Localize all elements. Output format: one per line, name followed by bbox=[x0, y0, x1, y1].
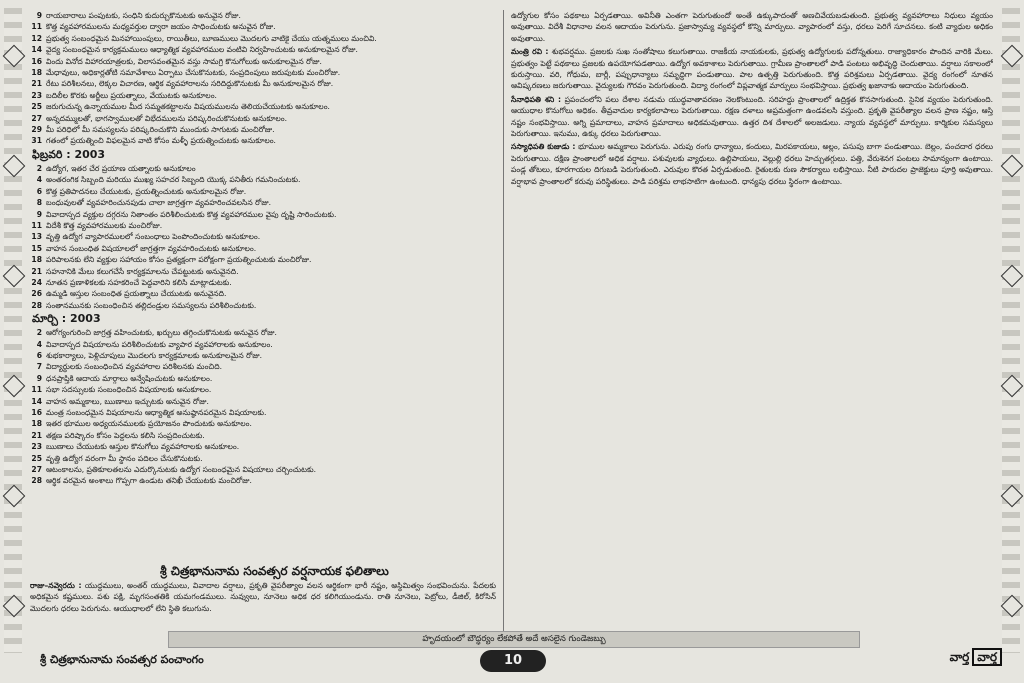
list-item bbox=[28, 407, 496, 418]
item-text: మంత్ర సంబంధమైన విషయాలను ఆధ్యాత్మిక అనుష్ఠానపరమైన విషయాలకు. bbox=[46, 408, 267, 417]
section-title: శ్రీ చిత్రభానునామ సంవత్సర వర్షనాయక ఫలితాలు bbox=[160, 564, 389, 578]
item-date: 9 bbox=[36, 11, 42, 20]
list-item bbox=[28, 209, 496, 220]
list-item bbox=[28, 373, 496, 384]
item-text: ఋణాలు చేయుటకు ఆస్తుల కొనుగోలు వ్యవహారాలకు అనుకూలం. bbox=[46, 442, 240, 452]
item-text: శుభకార్యాలు, పెళ్లిచూపులు మొదలగు కార్యక్రమాలకు అనుకూలమైన రోజు. bbox=[46, 350, 263, 360]
item-text: గతంలో ప్రయత్నించి విఫలమైన వాటి కోసం మళ్ళీ ప్రయత్నించుటకు అనుకూలం. bbox=[46, 136, 276, 146]
item-text: వృత్తి ఉద్యోగ వ్యాపారములలో సంబంధాలు పెంపొందించుటకు అనుకూలం. bbox=[46, 232, 261, 242]
item-date: 18 bbox=[31, 419, 42, 429]
ornament-icon bbox=[3, 45, 26, 68]
item-date: 11 bbox=[31, 220, 42, 230]
item-text: పరిపాలనకు లేని వ్యక్తుల సహాయం కోసం ప్రత్యక్షంగా పరోక్షంగా ప్రయత్నించుటకు మంచిరోజు. bbox=[46, 255, 312, 265]
list-item bbox=[28, 430, 496, 441]
item-date: 4 bbox=[36, 175, 42, 185]
list-item bbox=[28, 101, 496, 112]
item-text: సహనానికి మేలు కలుగచేసే కార్యక్రమాలను చేపట్టుటకు అనువైనది. bbox=[46, 266, 239, 276]
list-item bbox=[28, 441, 496, 452]
item-date: 6 bbox=[36, 186, 42, 196]
item-text: ఉమ్మడి ఆస్తుల సంబంధిత ప్రయత్నాలు చేయుటకు అనువైనది. bbox=[46, 289, 227, 299]
article-paragraph bbox=[511, 94, 993, 140]
item-text: ఉద్యోగ, ఇతర చేర ప్రయాణ యత్నాలకు అనుకూలం bbox=[46, 163, 196, 173]
item-text: ఆరోగ్యంగురించి జాగ్రత్త వహించుటకు, ఖర్చులు తగ్గించుకొనుటకు అనువైన రోజు. bbox=[46, 328, 277, 338]
paragraph-text: ప్రపంచంలోని పలు దేశాల నడుమ యుద్ధవాతావరణం నెలకొంటుంది. సరిహద్దు ప్రాంతాలలో ఉద్రిక్తత కొనసాగుతుంది. సైనిక వ్యయం పెరుగుతుంది. ఆయుధాల కొనుగోలు అధికం. తీవ్రవాదుల కార్యకలాపాలు పెరుగుతాయి. రక్షణ దళాలు అప్రమత్తంగా ఉండవలసి వస్తుంది. ప్రకృతి వైపరీత్యాల వలన ప్రాణ నష్టం, ఆస్తి నష్టం సంభవిస్తాయి. అగ్ని ప్రమాదాలు, వాహన ప్రమాదాలు అధికమవుతాయి. ఉత్తర దిశ దేశాలలో అలజడులు. న్యాయ వ్యవస్థలో మార్పులు. కార్మికుల సమస్యలు పెరుగుతాయి. ఇనుము, ఉక్కు ధరలు పెరుగుతాయి. bbox=[511, 94, 993, 139]
list-item bbox=[28, 197, 496, 208]
brand-logo bbox=[950, 650, 1002, 667]
item-text: కొత్త వ్యవహారములను మధ్యవర్తుల ద్వారా జయం సాధించుటకు అనువైన రోజు. bbox=[46, 22, 276, 32]
item-date: 25 bbox=[31, 102, 42, 112]
ornament-icon bbox=[1001, 595, 1024, 618]
item-text: విదేశీ కొత్త వ్యవహారములకు మంచిరోజు. bbox=[46, 220, 163, 230]
list-item bbox=[28, 475, 496, 486]
item-date: 23 bbox=[31, 442, 42, 452]
list-item bbox=[28, 135, 496, 146]
paragraph-text: ఉద్యోగుల కోసం పథకాలు ఏర్పడతాయి. అవినీతి ఎంతగా పెరుగుతుందో అంతే ఉక్కుపాదంతో అణచివేయబడుతుంది. ప్రభుత్వ వ్యవహారాలు నిధులు వ్యయం అవుతాయి. విదేశీ విధానాల వలన ఆదాయం పెరుగును. ప్రజాస్వామ్య వ్యవస్థలో కొన్ని మార్పులు. వ్యాపారంలో వస్తు, ధరలు పెరిగే సూచనలు. కంటి వ్యాధుల అధికం అవుతాయి. bbox=[511, 11, 993, 43]
right-decorative-border bbox=[1002, 8, 1020, 653]
item-date: 21 bbox=[31, 79, 42, 89]
item-date: 15 bbox=[31, 243, 42, 253]
item-text: విద్యార్థులకు సంబంధించిన వ్యవహారాల పరిశీలనకు మంచిది. bbox=[46, 362, 223, 372]
item-text: ఆర్థిక వరమైన అంశాలు గొప్పగా ఉండుట తనిఖీ చేయుటకు మంచిరోజు. bbox=[46, 476, 252, 486]
item-text: బంధువులతో వ్యవహరించునపుడు చాలా జాగ్రత్తగా వ్యవహరించవలసిన రోజు. bbox=[46, 198, 271, 208]
item-date: 27 bbox=[31, 465, 42, 475]
ornament-icon bbox=[1001, 485, 1024, 508]
item-date: 11 bbox=[31, 385, 42, 395]
right-column bbox=[511, 10, 993, 632]
item-date: 21 bbox=[31, 266, 42, 276]
item-date: 2 bbox=[36, 328, 42, 338]
list-item bbox=[28, 174, 496, 185]
item-date: 18 bbox=[31, 255, 42, 265]
list-item bbox=[28, 78, 496, 89]
list-item bbox=[28, 300, 496, 311]
item-date: 16 bbox=[31, 56, 42, 66]
item-text: మీ పరిధిలో మీ సమస్యలను పరిష్కరించుకొని ముందుకు సాగుటకు మంచిరోజు. bbox=[46, 125, 275, 135]
list-item bbox=[28, 350, 496, 361]
list-item bbox=[28, 288, 496, 299]
february-list bbox=[28, 163, 496, 311]
list-item bbox=[28, 384, 496, 395]
list-item bbox=[28, 186, 496, 197]
list-item bbox=[28, 277, 496, 288]
list-item bbox=[28, 231, 496, 242]
item-date: 2 bbox=[36, 163, 42, 173]
paragraph-label: మంత్రి రవి : bbox=[511, 47, 549, 57]
list-item bbox=[28, 67, 496, 78]
item-text: విందు వినోద విహారయాత్రలకు, విలాసవంతమైన వస్తు సామగ్రి కొనుగోలుకు అనుకూలమైన రోజు. bbox=[46, 56, 322, 66]
item-text: ఆటంకాలను, ప్రతికూలతలను ఎదుర్కొనుటకు ఉద్యోగ సంబంధమైన విషయాలు చర్చించుటకు. bbox=[46, 465, 317, 475]
ornament-icon bbox=[1001, 45, 1024, 68]
item-date: 16 bbox=[31, 408, 42, 417]
item-date: 12 bbox=[31, 33, 42, 43]
list-item bbox=[28, 243, 496, 254]
list-item bbox=[28, 361, 496, 372]
list-item bbox=[28, 220, 496, 231]
item-date: 14 bbox=[31, 45, 42, 55]
item-date: 9 bbox=[36, 209, 42, 219]
list-item bbox=[28, 21, 496, 32]
paragraph-text: శుభవర్షము. ప్రజలకు సుఖ సంతోషాలు కలుగుతాయి. రాజకీయ నాయకులకు, ప్రభుత్వ ఉద్యోగులకు పదోన్నతులు. రాజ్యాధికారం పొందిన వారికి మేలు. ప్రభుత్వం పెట్టే పథకాలు ప్రజలకు ఉపయోగపడతాయి. ఉద్యోగ అవకాశాలు పెరుగుతాయి. గ్రామీణ ప్రాంతాలలో పాడి పంటలు అభివృద్ధి చెందుతాయి. వర్షాలు సకాలంలో కురుస్తాయి. వరి, గోధుమ, బార్లీ, పప్పుధాన్యాలు సమృద్ధిగా పండుతాయి. పాల ఉత్పత్తి పెరుగుతుంది. కొత్త పరిశ్రమలు ఏర్పడతాయి. వైద్య రంగంలో నూతన ఆవిష్కరణలు జరుగుతాయి. వైద్యులకు గౌరవం పెరుగుతుంది. విద్యా రంగంలో విప్లవాత్మక మార్పులు సంభవిస్తాయి. ప్రభుత్వ ఖజానాకు ఆదాయం పెరుగుతుంది. bbox=[511, 47, 993, 91]
list-item bbox=[28, 396, 496, 407]
item-date: 24 bbox=[31, 277, 42, 287]
list-item bbox=[28, 113, 496, 124]
item-date: 11 bbox=[31, 22, 42, 32]
item-date: 7 bbox=[36, 362, 42, 372]
february-heading: ఫిబ్రవరి : 2003 bbox=[32, 147, 106, 161]
ornament-icon bbox=[3, 155, 26, 178]
list-item bbox=[28, 44, 496, 55]
paragraph-text: భూముల అమ్మకాలు పెరుగును. ఎరుపు రంగు ధాన్యాలు, కందులు, మిరపకాయలు, అల్లం, పసుపు బాగా పండుతాయి. బెల్లం, పంచదార ధరలు పెరుగుతాయి. దక్షిణ ప్రాంతాలలో అధిక వర్షాలు. పశువులకు వ్యాధులు. ఉల్లిపాయలు, వెల్లుల్లి ధరలు హెచ్చుతగ్గులు. పత్తి, వేరుశెనగ పంటలు సామాన్యంగా ఉంటాయి. పండ్ల తోటలు, కూరగాయల దిగుబడి పెరుగుతుంది. ఎరువుల కొరత ఏర్పడుతుంది. రైతులకు రుణ సౌకర్యాలు లభిస్తాయి. నీటి పారుదల ప్రాజెక్టులు పూర్తి అవుతాయి. వర్షాభావ ప్రాంతాలలో కరువు పరిస్థితులు. పాడి పరిశ్రమ లాభసాటిగా ఉంటుంది. ధాన్యపు ధరలు స్థిరంగా ఉంటాయి. bbox=[511, 142, 993, 186]
page-number: 10 bbox=[480, 650, 546, 672]
list-item bbox=[28, 254, 496, 265]
list-item bbox=[28, 453, 496, 464]
footer-title: శ్రీ చిత్రభానునామ సంవత్సర పంచాంగం bbox=[40, 653, 204, 666]
item-text: మేధావులు, అధికార్లతోటి సమావేశాలు ఏర్పాటు చేసుకొనుటకు, సంప్రదింపులు జరుపుటకు మంచిరోజు. bbox=[46, 68, 341, 78]
item-date: 28 bbox=[31, 300, 42, 310]
quote-banner: హృదయంలో బౌద్ధర్యం లేకపోతే అదే అసలైన గుండెజబ్బు bbox=[168, 631, 860, 648]
item-date: 31 bbox=[31, 136, 42, 146]
raja-text: యుద్ధములు, అంతర్ యుద్ధములు, వివాదాల వర్షాలు, ప్రకృతి వైపరీత్యాల వలన ఆర్థికంగా భారీ నష్టం, అస్థిమిత్వం సంభవించును. పేదలకు అధికమైన కష్టములు. పశు పక్షి, మృగసంతతికి యమగండములు. నువ్వులు, నూనెలు అధిక ధర కలిగియుండును. రాతి నూనెలు, పెట్రోలు, డీజిల్, కిరోసిన్ మొదలగు ధరలు పెరుగును. ఆయుధాలలో లేని స్థితి కలుగును. bbox=[30, 581, 497, 613]
item-text: వివాదాస్పద విషయాలను పరిశీలించుటకు వ్యాపార వ్యవహారాలకు అనుకూలం. bbox=[46, 339, 273, 349]
ornament-icon bbox=[1001, 375, 1024, 398]
item-date: 8 bbox=[36, 198, 42, 208]
ornament-icon bbox=[3, 265, 26, 288]
item-text: వాహన అమ్మకాలు, ఋణాలు ఇచ్చుటకు అనువైన రోజు. bbox=[46, 396, 209, 406]
ornament-icon bbox=[3, 595, 26, 618]
list-item bbox=[28, 10, 496, 21]
list-item bbox=[28, 124, 496, 135]
item-date: 28 bbox=[31, 476, 42, 486]
brand-text: వార్త bbox=[949, 650, 970, 664]
item-text: అన్నదమ్ములతో, భాగస్వాములతో విభేదములను పరిష్కరించుకొనుటకు అనుకూలం. bbox=[46, 113, 288, 123]
list-item bbox=[28, 327, 496, 338]
ornament-icon bbox=[3, 375, 26, 398]
item-text: రాయబారాలు పంపుటకు, సంధిని కుదుర్చుకొనుటకు అనువైన రోజు. bbox=[46, 11, 241, 20]
january-list bbox=[28, 10, 496, 147]
brand-box-text: వార్త bbox=[972, 648, 1002, 666]
paragraph-label: సేనాధిపతి శని : bbox=[511, 94, 562, 104]
march-heading: మార్చి : 2003 bbox=[32, 312, 101, 326]
article-paragraph bbox=[511, 141, 993, 187]
item-text: రేటు పరిశీలనలు, లెక్కల విచారణ, ఆర్థిక వ్యవహారాలను సరిదిద్దుకొనుటకు మీ అనుకూలమైన రోజు. bbox=[46, 79, 334, 89]
item-date: 13 bbox=[31, 232, 42, 242]
item-date: 27 bbox=[31, 113, 42, 123]
left-column bbox=[28, 10, 496, 585]
item-text: కొత్త ప్రతిపాదనలు చేయుటకు, ప్రయత్నించుటకు అనుకూలమైన రోజు. bbox=[46, 186, 247, 196]
item-text: సంతానమునకు సంబంధించిన తల్లిదండ్రుల సమస్యలను పరిశీలించుటకు. bbox=[46, 300, 257, 310]
article-paragraph bbox=[511, 10, 993, 44]
list-item bbox=[28, 33, 496, 44]
list-item bbox=[28, 90, 496, 101]
article-paragraph bbox=[511, 46, 993, 92]
raja-label: రాజు–నవ్వెరదు : bbox=[30, 581, 82, 590]
item-date: 18 bbox=[31, 68, 42, 78]
item-text: జరుగుచున్న ఉన్నాయముల మీద సమ్మతకట్టాలను విషయములను తెలియచేయుటకు అనుకూలం. bbox=[46, 102, 330, 112]
item-date: 9 bbox=[36, 373, 42, 383]
item-text: వాహన సంబంధిత విషయాలలో జాగ్రత్తగా వ్యవహరించుటకు అనుకూలం. bbox=[46, 243, 257, 253]
item-text: ప్రభుత్వ సంబంధమైన మినహాయింపులు, రాయితీలు, బూణములు మొదలగు వాటికై చేయు యత్నములు మంచివి. bbox=[46, 33, 377, 43]
item-date: 21 bbox=[31, 430, 42, 440]
raja-paragraph bbox=[30, 580, 496, 614]
ornament-icon bbox=[1001, 155, 1024, 178]
list-item bbox=[28, 418, 496, 429]
item-text: సభా సదస్సులకు సంబంధించిన విషయాలకు అనుకూలం. bbox=[46, 385, 212, 395]
list-item bbox=[28, 266, 496, 277]
march-list bbox=[28, 327, 496, 487]
paragraph-label: సస్యాధిపతి కుజుడు : bbox=[511, 142, 576, 152]
item-text: నూతన ప్రణాళికలకు సహకరించే పెద్దవారిని కలిసి మాట్లాడుటకు. bbox=[46, 277, 232, 287]
left-decorative-border bbox=[4, 8, 22, 653]
item-text: తక్షణ పరిష్కారం కోసం పెద్దలను కలిసి సంప్రదించుటకు. bbox=[46, 430, 205, 440]
item-date: 14 bbox=[31, 396, 42, 406]
item-text: అంతరంగిక సిబ్బంది మరియు ముఖ్య సహచర సిబ్బంది యొక్క పనితీరు గమనించుటకు. bbox=[46, 175, 301, 185]
item-text: ఇతర భూముల అధ్యయనములకు ప్రయోజనం పొందుటకు అనుకూలం. bbox=[46, 419, 252, 429]
list-item bbox=[28, 339, 496, 350]
item-date: 29 bbox=[31, 125, 42, 135]
list-item bbox=[28, 163, 496, 174]
item-text: వివాదాస్పద వ్యక్తుల దగ్గరను నితాంతం పరిశీలించుటకు కొత్త వ్యవహారముల వైపు దృష్టి సారించుటకు. bbox=[46, 209, 337, 219]
list-item bbox=[28, 464, 496, 475]
item-date: 26 bbox=[31, 289, 42, 299]
item-date: 6 bbox=[36, 350, 42, 360]
ornament-icon bbox=[3, 485, 26, 508]
item-date: 4 bbox=[36, 339, 42, 349]
ornament-icon bbox=[1001, 265, 1024, 288]
item-text: వైద్య సంబంధమైన కార్యక్రమములు ఆధ్యాత్మిక వ్యవహారముల వంటివి నిర్వహించుటకు అనుకూలమైన రోజు. bbox=[46, 45, 358, 55]
item-text: వృత్తి ఉద్యోగ వరంగా మీ స్థానం పదిలం చేసుకొనుటకు. bbox=[46, 453, 203, 463]
item-text: ధనప్రాప్తికి ఆదాయ మార్గాలు అన్వేషించుటకు అనుకూలం. bbox=[46, 373, 213, 383]
list-item bbox=[28, 56, 496, 67]
item-date: 25 bbox=[31, 453, 42, 463]
item-text: బదిలీల కొరకు అర్జీలు ప్రయత్నాలు, వేయుటకు అనుకూలం. bbox=[46, 90, 217, 100]
item-date: 23 bbox=[31, 90, 42, 100]
column-divider bbox=[503, 10, 504, 633]
